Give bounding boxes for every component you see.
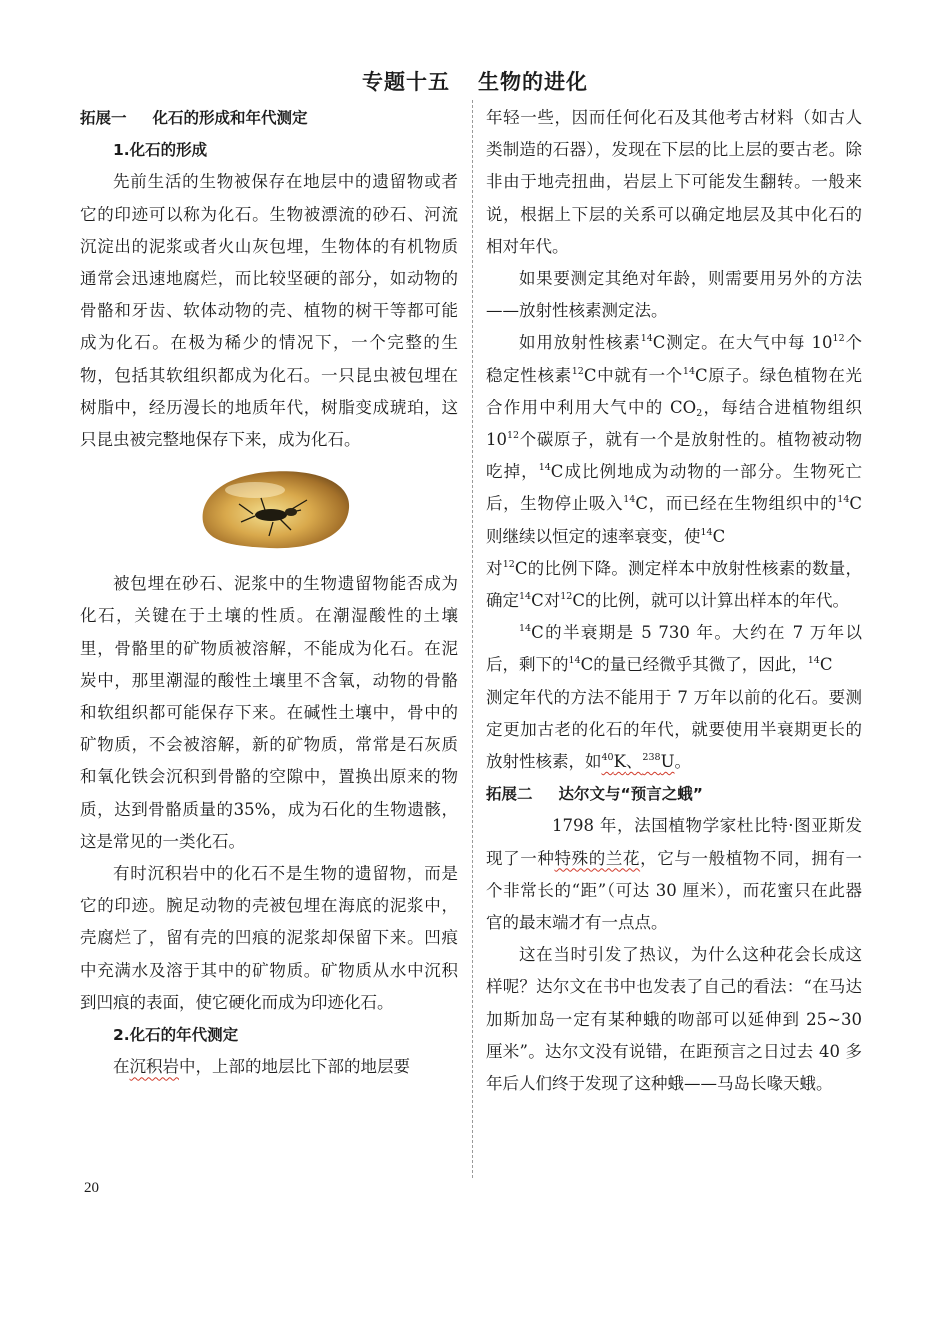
section-heading-2 [486, 778, 862, 810]
section-title: 化石的形成和年代测定 [152, 109, 308, 127]
sedimentary-rock-highlight: 沉积岩 [129, 1057, 179, 1077]
subheading-fossil-formation: 1.化石的形成 [113, 141, 208, 160]
section-heading-1 [80, 102, 458, 134]
left-column [80, 102, 458, 1083]
isotope-examples-highlight: $^{40}$K、$^{238}$U [601, 752, 675, 772]
paragraph-fossil-definition: 先前生活的生物被保存在地层中的遗留物或者它的印迹可以称为化石。生物被漂流的砂石、河流沉淀出的泥浆或者火山灰包埋，生物体的有机物质通常会迅速地腐烂，而比较坚硬的部分，如动物的骨骼和牙齿、软体动物的壳、植物的树干等都可能成为化石。在极为稀少的情况下，一个完整的生物，包括其软组织都成为化石。一只昆虫被包埋在树脂中，经历漫长的地质年代，树脂变成琥珀，这只昆虫被完整地保存下来，成为化石。 [80, 172, 458, 450]
column-divider [472, 100, 473, 1178]
right-column [486, 102, 862, 1100]
paragraph-relative-dating-end: 年轻一些，因而任何化石及其他考古材料（如古人类制造的石器），发现在下层的比上层的要古老。除非由于地壳扭曲，岩层上下可能发生翻转。一般来说，根据上下层的关系可以确定地层及其中化石的相对年代。 [486, 108, 862, 256]
paragraph-trace-fossils: 有时沉积岩中的化石不是生物的遗留物，而是它的印迹。腕足动物的壳被包埋在海底的泥浆中，壳腐烂了，留有壳的凹痕的泥浆却保留下来。凹痕中充满水及溶于其中的矿物质。矿物质从水中沉积到凹痕的表面，使它硬化而成为印迹化石。 [80, 864, 458, 1012]
paragraph-darwin-prediction: 这在当时引发了热议，为什么这种花会长成这样呢？达尔文在书中也发表了自己的看法：“在马达加斯加岛一定有某种蛾的吻部可以延伸到 25~30 厘米”。达尔文没有说错，在距预言之日过去 40 多年后人们终于发现了这种蛾——马岛长喙天蛾。 [486, 945, 862, 1094]
page-title [0, 66, 950, 96]
title-topic: 专题十五 [362, 70, 450, 94]
paragraph-relative-dating-start: 在沉积岩中，上部的地层比下部的地层要 [113, 1057, 410, 1077]
paragraph-carbon14: 如用放射性核素$^{14}$C测定。在大气中每 $10^{12}$个稳定性核素$^{12}$C中就有一个$^{14}$C原子。绿色植物在光合作用中利用大气中的 $CO_2$，每结合进植物组织 $10^{12}$个碳原子，就有一个是放射性的。植物被动物吃掉，$^{14}$C成比例地成为动物的一部分。生物死亡后，生物停止吸入$^{14}$C，而已经在生物组织中的$^{14}$C则继续以恒定的速率衰变，使$^{14}$C 对$^{12}$C的比例下降。测定样本中放射性核素的数量，确定$^{14}$C对$^{12}$C的比例，就可以计算出样本的年代。 [486, 333, 863, 611]
amber-figure [80, 456, 458, 568]
page-number: 20 [84, 1180, 99, 1196]
orchid-highlight: 特殊的兰花 [554, 848, 641, 868]
title-name: 生物的进化 [478, 70, 588, 94]
paragraph-orchid: 1798 年，法国植物学家杜比特·图亚斯发现了一种特殊的兰花，它与一般植物不同，拥有一个非常长的“距”（可达 30 厘米），而花蜜只在此器官的最末端才有一点点。 [486, 816, 863, 933]
section-title: 达尔文与“预言之蛾” [558, 785, 703, 804]
amber-fossil-image [195, 464, 355, 552]
paragraph-absolute-dating: 如果要测定其绝对年龄，则需要用另外的方法——放射性核素测定法。 [486, 269, 862, 321]
paragraph-half-life: $^{14}$C的半衰期是 5 730 年。大约在 7 万年以后，剩下的$^{14}$C的量已经微乎其微了，因此，$^{14}$C 测定年代的方法不能用于 7 万年以前的化石。要测定更加古老的化石的年代，就要使用半衰期更长的放射性核素，如$^{40}$K、$^{238}$U。 [486, 623, 862, 772]
section-label: 拓展二 [486, 785, 533, 804]
paragraph-soil-properties: 被包埋在砂石、泥浆中的生物遗留物能否成为化石，关键在于土壤的性质。在潮湿酸性的土壤里，骨骼里的矿物质被溶解，不能成为化石。在泥炭中，那里潮湿的酸性土壤里不含氧，动物的骨骼和软组织都可能保存下来。在碱性土壤中，骨中的矿物质，不会被溶解，新的矿物质，常常是石灰质和氧化铁会沉积到骨骼的空隙中，置换出原来的物质，达到骨骼质量的35%，成为石化的生物遗骸，这是常见的一类化石。 [80, 574, 458, 851]
subheading-fossil-dating: 2.化石的年代测定 [113, 1026, 239, 1045]
section-label: 拓展一 [80, 109, 127, 127]
